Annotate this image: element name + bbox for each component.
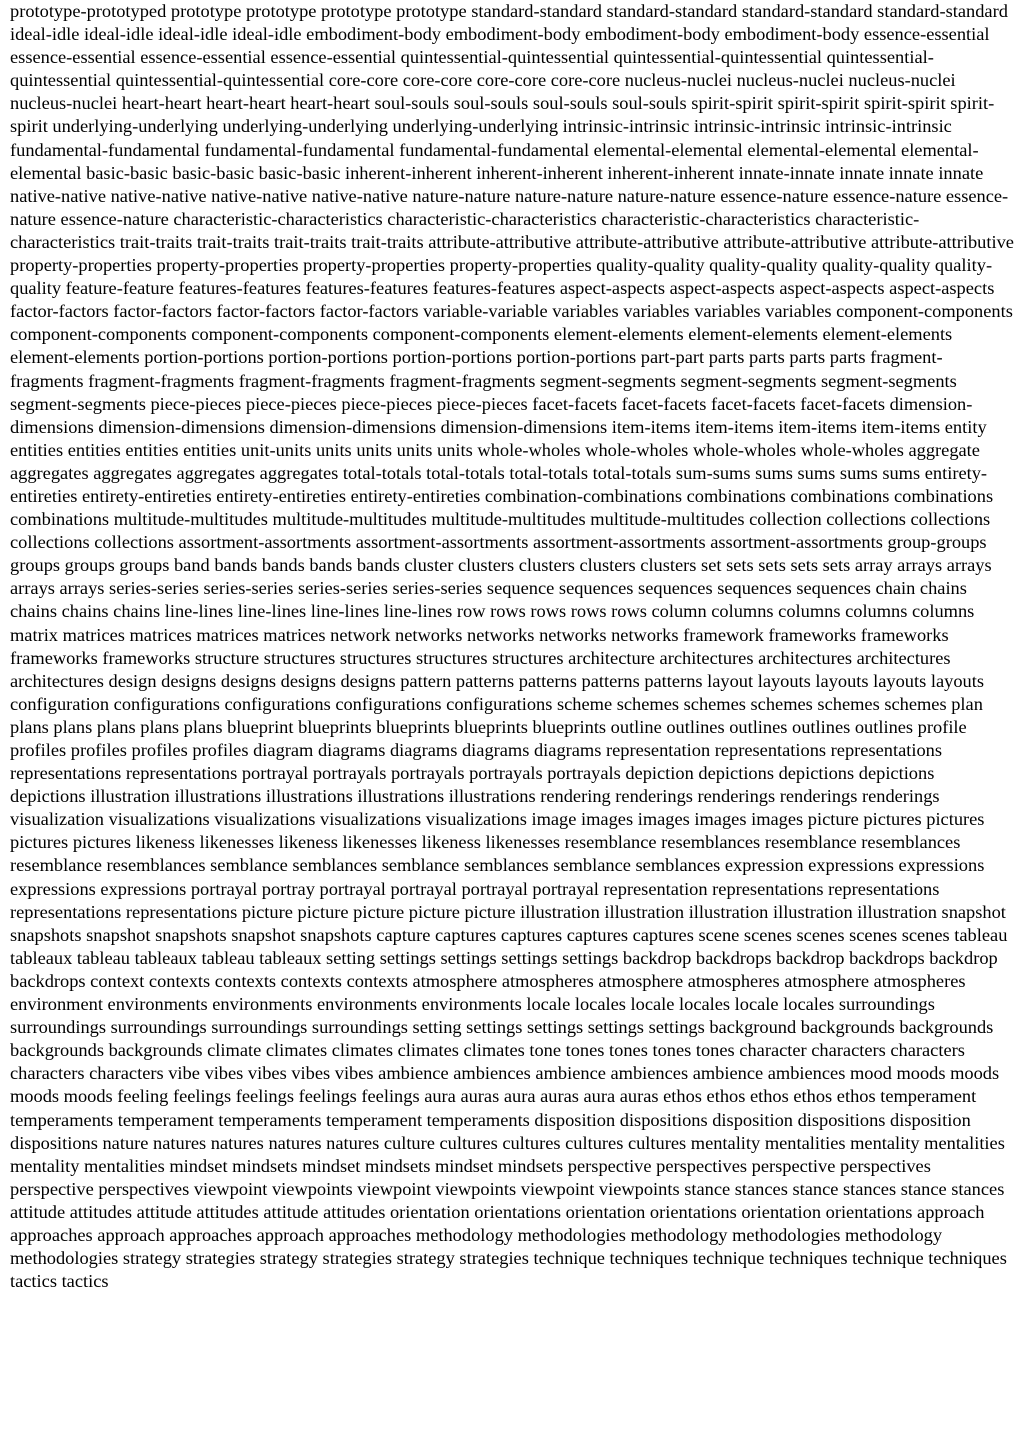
body-text-paragraph: prototype-prototyped prototype prototype prototype prototype standard-standard standard-standard standard-standard standard-standard ideal-idle ideal-idle ideal-idle ideal-idle embodiment-body embodiment-body embodiment-body embodiment-body essence-essential essence-essential essence-essential essence-essential quintessential-quintessential quintessential-quintessential quintessential-quintessential quintessential-quintessential core-core core-core core-core core-core nucleus-nuclei nucleus-nuclei nucleus-nuclei nucleus-nuclei heart-heart heart-heart heart-heart soul-souls soul-souls soul-souls soul-souls spirit-spirit spirit-spirit spirit-spirit spirit-spirit underlying-underlying underlying-underlying underlying-underlying intrinsic-intrinsic intrinsic-intrinsic intrinsic-intrinsic fundamental-fundamental fundamental-fundamental fundamental-fundamental elemental-elemental elemental-elemental elemental-elemental basic-basic basic-basic basic-basic inherent-inherent inherent-inherent inherent-inherent innate-innate innate innate innate native-native native-native native-native native-native nature-nature nature-nature nature-nature essence-nature essence-nature essence-nature essence-nature characteristic-characteristics characteristic-characteristics characteristic-characteristics characteristic-characteristics trait-traits trait-traits trait-traits trait-traits attribute-attributive attribute-attributive attribute-attributive attribute-attributive property-properties property-properties property-properties property-properties quality-quality quality-quality quality-quality quality-quality feature-feature features-features features-features features-features aspect-aspects aspect-aspects aspect-aspects aspect-aspects factor-factors factor-factors factor-factors factor-factors variable-variable variables variables variables variables component-components component-components component-components component-components element-elements element-elements element-elements element-elements portion-portions portion-portions portion-portions portion-portions part-part parts parts parts parts fragment-fragments fragment-fragments fragment-fragments fragment-fragments segment-segments segment-segments segment-segments segment-segments piece-pieces piece-pieces piece-pieces piece-pieces facet-facets facet-facets facet-facets facet-facets dimension-dimensions dimension-dimensions dimension-dimensions dimension-dimensions item-items item-items item-items item-items entity entities entities entities entities unit-units units units units units whole-wholes whole-wholes whole-wholes whole-wholes aggregate aggregates aggregates aggregates aggregates total-totals total-totals total-totals total-totals sum-sums sums sums sums sums entirety-entireties entirety-entireties entirety-entireties entirety-entireties combination-combinations combinations combinations combinations combinations multitude-multitudes multitude-multitudes multitude-multitudes multitude-multitudes collection collections collections collections collections assortment-assortments assortment-assortments assortment-assortments assortment-assortments group-groups groups groups groups band bands bands bands bands cluster clusters clusters clusters clusters set sets sets sets sets array arrays arrays arrays arrays series-series series-series series-series series-series sequence sequences sequences sequences sequences chain chains chains chains chains line-lines line-lines line-lines line-lines row rows rows rows rows column columns columns columns columns matrix matrices matrices matrices matrices network networks networks networks networks framework frameworks frameworks frameworks frameworks structure structures structures structures structures architecture architectures architectures architectures architectures design designs designs designs designs pattern patterns patterns patterns patterns layout layouts layouts layouts layouts configuration configurations configurations configurations configurations scheme schemes schemes schemes schemes schemes plan plans plans plans plans plans blueprint blueprints blueprints blueprints blueprints outline outlines outlines outlines outlines profile profiles profiles profiles profiles diagram diagrams diagrams diagrams diagrams representation representations representations representations representations portrayal portrayals portrayals portrayals portrayals depiction depictions depictions depictions depictions illustration illustrations illustrations illustrations illustrations rendering renderings renderings renderings renderings visualization visualizations visualizations visualizations visualizations image images images images images picture pictures pictures pictures pictures likeness likenesses likeness likenesses likeness likenesses resemblance resemblances resemblance resemblances resemblance resemblances semblance semblances semblance semblances semblance semblances expression expressions expressions expressions expressions portrayal portray portrayal portrayal portrayal portrayal representation representations representations representations representations picture picture picture picture picture illustration illustration illustration illustration illustration snapshot snapshots snapshot snapshots snapshot snapshots capture captures captures captures captures scene scenes scenes scenes scenes tableau tableaux tableau tableaux tableau tableaux setting settings settings settings settings backdrop backdrops backdrop backdrops backdrop backdrops context contexts contexts contexts contexts atmosphere atmospheres atmosphere atmospheres atmosphere atmospheres environment environments environments environments environments locale locales locale locales locale locales surroundings surroundings surroundings surroundings surroundings setting settings settings settings settings background backgrounds backgrounds backgrounds backgrounds climate climates climates climates climates tone tones tones tones tones character characters characters characters characters vibe vibes vibes vibes vibes ambience ambiences ambience ambiences ambience ambiences mood moods moods moods moods feeling feelings feelings feelings feelings aura auras aura auras aura auras ethos ethos ethos ethos ethos temperament temperaments temperament temperaments temperament temperaments disposition dispositions disposition dispositions disposition dispositions nature natures natures natures natures culture cultures cultures cultures cultures mentality mentalities mentality mentalities mentality mentalities mindset mindsets mindset mindsets mindset mindsets perspective perspectives perspective perspectives perspective perspectives viewpoint viewpoints viewpoint viewpoints viewpoint viewpoints stance stances stance stances stance stances attitude attitudes attitude attitudes attitude attitudes orientation orientations orientation orientations orientation orientations approach approaches approach approaches approach approaches methodology methodologies methodology methodologies methodology methodologies strategy strategies strategy strategies strategy strategies technique techniques technique techniques technique techniques tactics tactics: [10, 1, 1014, 1292]
